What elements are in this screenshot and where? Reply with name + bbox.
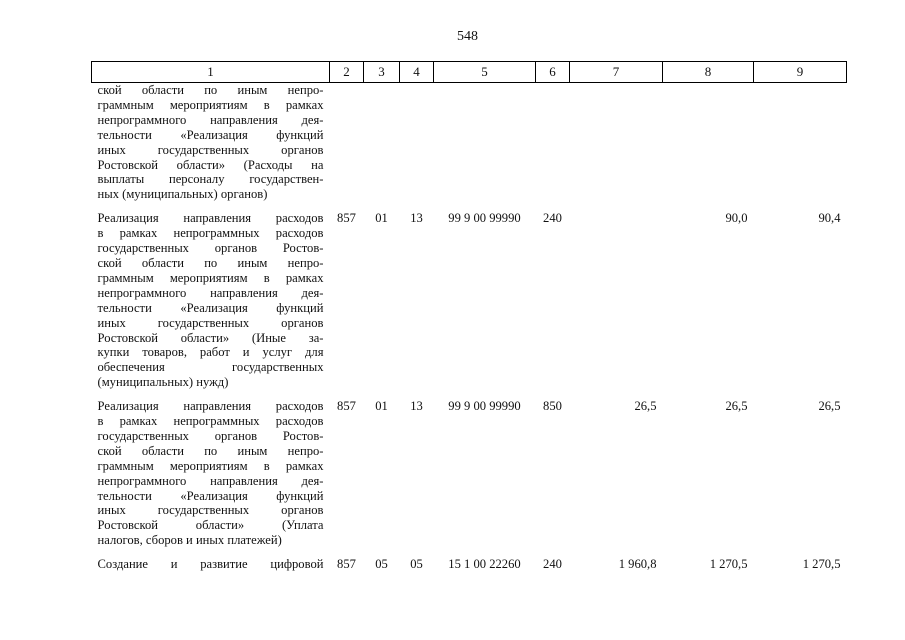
description-line: граммным мероприятиям в рамках — [97, 97, 324, 112]
expense-type-code: 240 — [543, 557, 562, 572]
subsection-code: 05 — [410, 557, 423, 572]
row-description — [92, 549, 330, 573]
subsection-code: 13 — [410, 399, 423, 414]
amount-col-9 — [754, 83, 847, 204]
amount-col-7: 1 960,8 — [618, 557, 657, 572]
header-col-2: 2 — [330, 62, 364, 83]
description-line: тельности «Реализация функций — [97, 127, 324, 142]
header-row — [92, 62, 847, 83]
ministry-code: 857 — [337, 211, 356, 226]
page-number: 548 — [457, 29, 478, 44]
section-code — [364, 83, 400, 204]
description-line: Создание и развитие цифровой — [97, 557, 324, 572]
table-row — [92, 83, 847, 204]
description-line: иных государственных органов — [97, 142, 324, 157]
expense-type-code — [536, 83, 570, 204]
amount-col-8: 90,0 — [725, 211, 748, 226]
amount-col-7 — [570, 83, 663, 204]
section-code: 05 — [375, 557, 388, 572]
description-line: ской области по иным непро- — [97, 255, 324, 270]
amount-col-8: 26,5 — [725, 399, 748, 414]
section-code: 01 — [375, 211, 388, 226]
header-col-9: 9 — [754, 62, 847, 83]
header-col-6: 6 — [536, 62, 570, 83]
description-line: (муниципальных) нужд) — [97, 375, 229, 390]
description-line: иных государственных органов — [97, 315, 324, 330]
amount-col-9: 26,5 — [818, 399, 841, 414]
description-line: ской области по иным непро- — [97, 443, 324, 458]
amount-col-7: 26,5 — [634, 399, 657, 414]
expense-type-code: 240 — [543, 211, 562, 226]
table-row — [92, 391, 847, 549]
description-line: выплаты персоналу государствен- — [97, 172, 324, 187]
header-col-8: 8 — [663, 62, 754, 83]
header-col-4: 4 — [400, 62, 434, 83]
description-line: ской области по иным непро- — [97, 83, 324, 97]
amount-col-9: 1 270,5 — [802, 557, 841, 572]
row-description — [92, 391, 330, 549]
table-row — [92, 203, 847, 391]
ministry-code — [330, 83, 364, 204]
table-header — [92, 62, 847, 83]
target-article-code — [434, 83, 536, 204]
header-col-1: 1 — [92, 62, 330, 83]
header-col-5: 5 — [434, 62, 536, 83]
amount-col-9: 90,4 — [818, 211, 841, 226]
ministry-code: 857 — [337, 399, 356, 414]
budget-table — [91, 61, 847, 573]
amount-col-8: 1 270,5 — [709, 557, 748, 572]
description-line: Реализация направления расходов — [97, 399, 324, 414]
amount-col-8 — [663, 83, 754, 204]
description-line: граммным мероприятиям в рамках — [97, 270, 324, 285]
description-line: иных государственных органов — [97, 503, 324, 518]
target-article-code: 15 1 00 22260 — [448, 557, 521, 572]
description-line: непрограммного направления дея- — [97, 285, 324, 300]
target-article-code: 99 9 00 99990 — [448, 211, 521, 226]
description-line: ных (муниципальных) органов) — [97, 187, 268, 202]
description-line: тельности «Реализация функций — [97, 488, 324, 503]
description-line: государственных органов Ростов- — [97, 241, 324, 256]
subsection-code: 13 — [410, 211, 423, 226]
description-line: в рамках непрограммных расходов — [97, 414, 324, 429]
description-line: Реализация направления расходов — [97, 211, 324, 226]
ministry-code: 857 — [337, 557, 356, 572]
description-line: граммным мероприятиям в рамках — [97, 458, 324, 473]
description-line: непрограммного направления дея- — [97, 473, 324, 488]
description-line: в рамках непрограммных расходов — [97, 226, 324, 241]
description-line: государственных органов Ростов- — [97, 428, 324, 443]
expense-type-code: 850 — [543, 399, 562, 414]
amount-col-7 — [570, 203, 663, 391]
subsection-code — [400, 83, 434, 204]
header-col-7: 7 — [570, 62, 663, 83]
table-row — [92, 549, 847, 573]
target-article-code: 99 9 00 99990 — [448, 399, 521, 414]
description-line: тельности «Реализация функций — [97, 300, 324, 315]
row-description — [92, 203, 330, 391]
header-col-3: 3 — [364, 62, 400, 83]
description-line: налогов, сборов и иных платежей) — [97, 533, 282, 548]
description-line: купки товаров, работ и услуг для — [97, 345, 324, 360]
description-line: обеспечения государственных — [97, 360, 324, 375]
row-description — [92, 83, 330, 204]
description-line: Ростовской области» (Иные за- — [97, 330, 324, 345]
section-code: 01 — [375, 399, 388, 414]
description-line: непрограммного направления дея- — [97, 112, 324, 127]
description-line: Ростовской области» (Расходы на — [97, 157, 324, 172]
description-line: Ростовской области» (Уплата — [97, 518, 324, 533]
